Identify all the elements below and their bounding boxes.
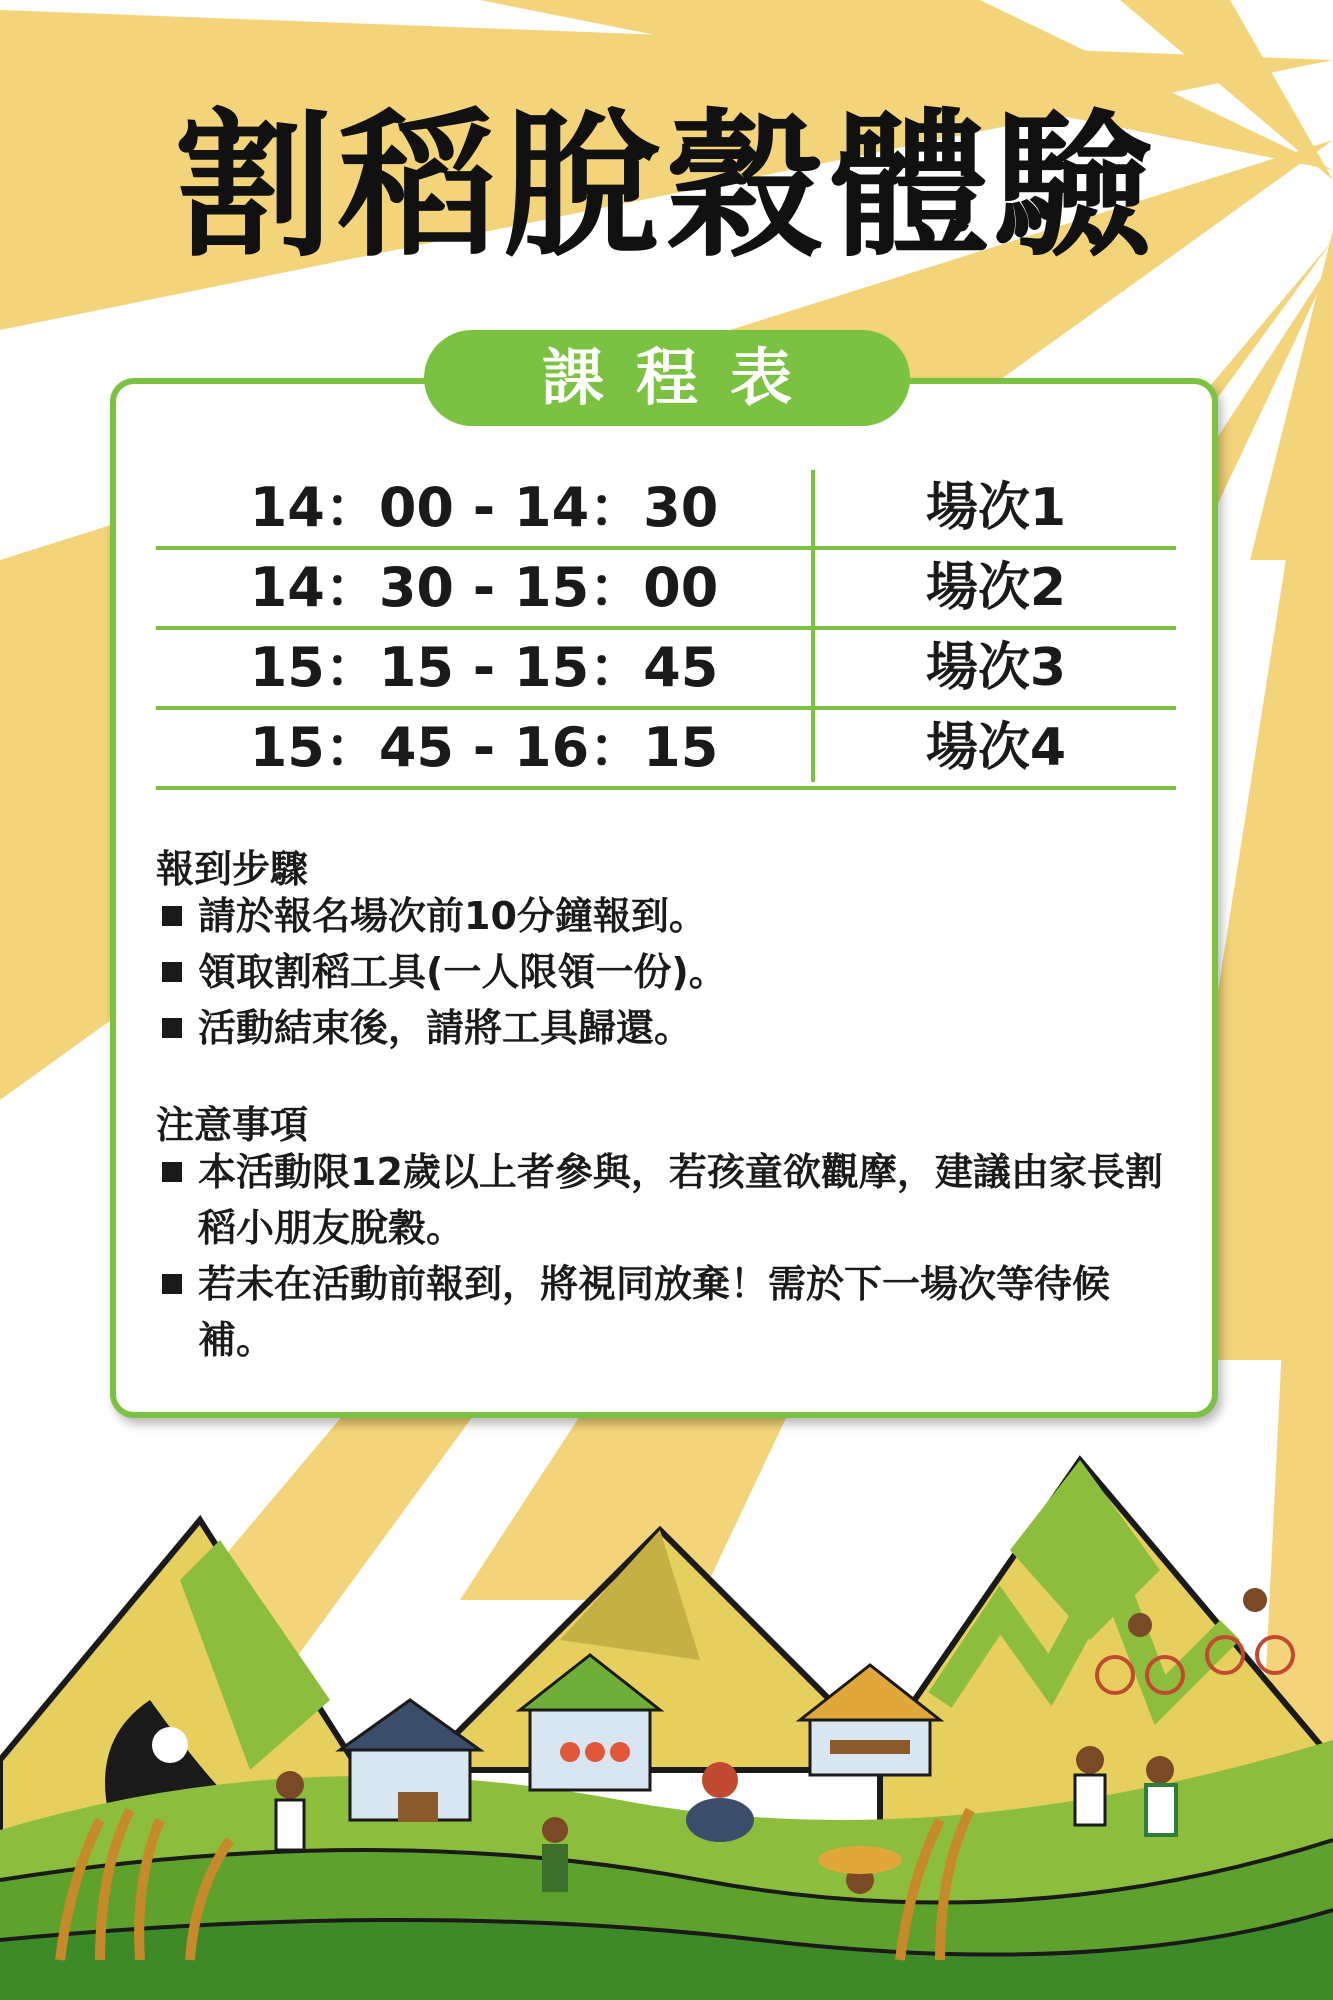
session-time: 14：30 - 15：00: [249, 556, 719, 619]
page-title: 割稻脫穀體驗: [174, 95, 1159, 279]
session-label: 場次1: [925, 478, 1067, 538]
table-row: [156, 710, 1176, 790]
bullet-icon: [162, 1018, 182, 1038]
session-time: 14：00 - 14：30: [249, 476, 719, 539]
checkin-heading: 報到步驟: [156, 847, 309, 891]
schedule-heading: 課程表: [424, 330, 910, 426]
list-item: 若未在活動前報到，將視同放棄！需於下一場次等待候補。: [156, 1256, 1176, 1368]
session-label: 場次2: [925, 558, 1067, 618]
notes-heading: 注意事項: [156, 1103, 309, 1147]
bullet-icon: [162, 1274, 182, 1294]
table-row: [156, 630, 1176, 710]
session-label: 場次4: [925, 718, 1067, 778]
list-item: 本活動限12歲以上者參與，若孩童欲觀摩，建議由家長割稻小朋友脫穀。: [156, 1144, 1176, 1256]
bullet-icon: [162, 906, 182, 926]
session-label: 場次3: [925, 638, 1067, 698]
session-time: 15：45 - 16：15: [249, 716, 719, 779]
list-item: 請於報名場次前10分鐘報到。: [156, 888, 1176, 944]
schedule-table: [156, 470, 1176, 790]
countryside-illustration: [0, 1440, 1333, 2000]
session-time: 15：15 - 15：45: [249, 636, 719, 699]
table-row: [156, 550, 1176, 630]
list-item: 活動結束後，請將工具歸還。: [156, 1000, 1176, 1056]
bullet-icon: [162, 1162, 182, 1182]
list-item: 領取割稻工具(一人限領一份)。: [156, 944, 1176, 1000]
table-row: [156, 470, 1176, 550]
bullet-icon: [162, 962, 182, 982]
